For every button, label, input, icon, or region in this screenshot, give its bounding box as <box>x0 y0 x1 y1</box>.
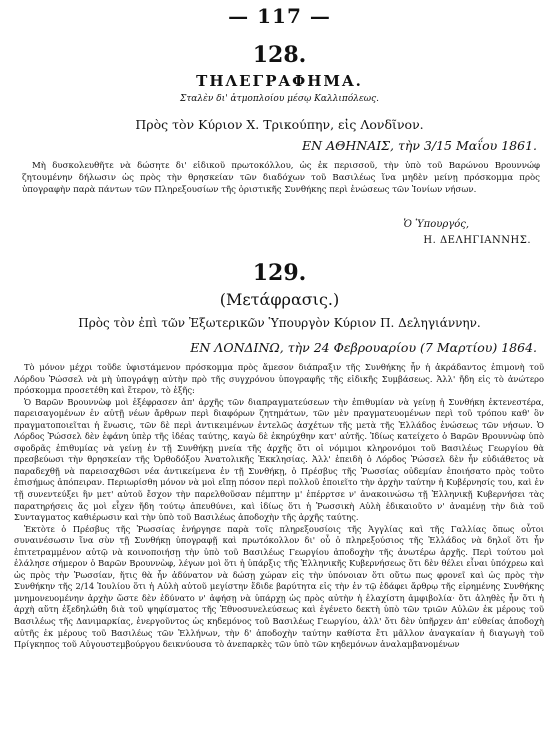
signature-title: Ὁ Ὑπουργός, <box>403 219 469 230</box>
body-paragraph: Τὸ μόνον μέχρι τοῦδε ὑφιστάμενον πρόσκομμα πρὸς ἄμεσον διάπραξιν τῆς Συνθήκης ἦν ἡ ἀκράδαντος ἐπιμονὴ τοῦ Λόρδου Ῥώσσελ νὰ μὴ ὑπογράψῃ αὐτὴν πρὸ τῆς συγχρόνου ὑπογραφῆς τῆς εἰδικῆς Συμβάσεως. Ἀλλ' ἤδη εἰς τὸ ἀνώτερο πρόσκομμα προσετέθη καὶ ἕτερον, τὸ ἑξῆς: <box>14 362 544 396</box>
date-line: ΕΝ ΑΘΗΝΑΙΣ, τὴν 3/15 Μαΐου 1861. <box>302 138 537 153</box>
document-number: 129. <box>252 260 307 286</box>
document-number: 128. <box>252 42 307 68</box>
document-body <box>14 362 544 651</box>
date-line: ΕΝ ΛΟΝΔΙΝΩ, τὴν 24 Φεβρουαρίου (7 Μαρτίου) 1864. <box>190 340 537 355</box>
page-number: — 117 — <box>228 4 331 28</box>
signature-name: Η. ΔΕΛΗΓΙΑΝΝΗΣ. <box>423 235 531 246</box>
translation-heading: (Μετάφρασις.) <box>219 290 340 309</box>
recipient-line: Πρὸς τὸν Κύριον Χ. Τρικούπην, εἰς Λονδῖνον. <box>135 117 424 132</box>
document-type-heading: ΤΗΛΕΓΡΑΦΗΜΑ. <box>196 72 363 90</box>
body-paragraph: Ὁ Βαρῶν Βρουννὼφ μοὶ ἐξέφρασεν ἀπ' ἀρχῆς τῶν διαπραγματεύσεων τὴν ἐπιθυμίαν νὰ γείνῃ ἡ Συνθήκη ἐκτενεστέρα, παρεισαγομένων ἐν αὐτῇ νέων ἄρθρων περὶ διαφόρων ζητημάτων, τῶν μὲν πραγματευομένων περὶ τοῦ τρόπου καθ' ὃν πραγματοποιεῖται ἡ ἕνωσις, τῶν δὲ περὶ ἀντικειμένων ἐντελῶς ἀσχέτων τῆς μετὰ τῆς Ἑλλάδος ἑνώσεως τῶν νήσων. Ὁ Λόρδος Ῥώσσελ δὲν ἐφάνη ὑπὲρ τῆς ἰδέας ταύτης, καγὼ δὲ ἐκηρύχθην κατ' αὐτῆς. Ἰδίως κατείχετο ὁ Βαρῶν Βρουννὼφ ὑπὸ σφοδρᾶς ἐπιθυμίας νὰ γείνῃ ἐν τῇ Συνθήκῃ μνεία τῆς ἀρχῆς ὅτι οἱ νόμιμοι κληρονόμοι τοῦ Βασιλέως Γεωργίου θὰ πρεσβεύωσι τὴν θρησκείαν τῆς Ὀρθοδόξου Ἀνατολικῆς Ἐκκλησίας. Ἀλλ' ἐπειδὴ ὁ Λόρδος Ῥώσσελ δὲν ἦν εὐδιάθετος νὰ παραδεχθῇ νὰ παρεισαχθῶσι νέα ἀντικείμενα ἐν τῇ Συνθήκῃ, ὁ Πρέσβυς τῆς Ῥωσσίας οὐδεμίαν ἐποιήσατο πρὸς τοῦτο ἐπισήμως ἀπόπειραν. Περιωρίσθη μόνον νὰ μοὶ εἴπῃ πόσον περὶ πολλοῦ ἐποιεῖτο τὴν ἀρχὴν ταύτην ἡ Κυβέρνησίς του, καὶ ἐν τῇ συνεντεύξει ἣν μετ' αὐτοῦ ἔσχον τὴν παρελθοῦσαν πέμπτην μ' ἐπέρρτσε ν' ἀνακοινώσω τῇ Ἑλληνικῇ Κυβερνήσει τὰς παρατηρήσεις ἅς μοὶ εἶχεν ἤδη τούτῳ ἀπευθύνει, καὶ ἰδίως ὅτι ἡ Ῥωσσικὴ Αὐλὴ ἐδικαιοῦτο ν' ἀναμένῃ τὴν διὰ τοῦ Συνταγματος καθιέρωσιν καὶ τὴν ὑπὸ τοῦ Βασιλέως ἀποδοχὴν τῆς ἀρχῆς ταύτης. <box>14 396 544 523</box>
document-subtitle: Σταλὲν δι' ἀτμοπλοίου μέσῳ Καλλιπόλεως. <box>179 94 380 104</box>
document-body: Μὴ δυσκολευθῆτε νὰ δώσητε δι' εἰδικοῦ πρωτοκόλλου, ὡς ἐκ περισσοῦ, τὴν ὑπὸ τοῦ Βαρώνου Βρουννώφ ζητουμένην δήλωσιν ὡς πρὸς τὴν θρησκείαν τῶν διαδόχων τοῦ Βασιλέως ἵνα μηδὲν μείνῃ πρόσκομμα πρὸς ὑπογραφὴν παρὰ πάντων τῶν Πληρεξουσίων τῆς ὁριστικῆς Συνθήκης περὶ ἑνώσεως τῶν Ἰονίων νήσων. <box>22 161 540 195</box>
recipient-line: Πρὸς τὸν ἐπὶ τῶν Ἐξωτερικῶν Ὑπουργὸν Κύριον Π. Δεληγιάννην. <box>78 316 481 330</box>
body-paragraph: Ἐκτὸτε ὁ Πρέσβυς τῆς Ῥωσσίας ἐνήργησε παρὰ τοῖς πληρεξουσίοις τῆς Ἀγγλίας καὶ τῆς Γαλλίας ὅπως οὗτοι συναινέσωσιν ἵνα σὺν τῇ Συνθήκῃ ὑπογραφῇ καὶ πρωτόκολλον δι' οὗ ὁ πληρεξούσιος τῆς Ἑλλάδος νὰ δηλοῖ ὅτι ἦν ἐπιτετραμμένον αὐτῷ νὰ κοινοποιήσῃ τὴν ὑπὸ τοῦ Βασιλέως Γεωργίου ἀποδοχὴν τῆς ἀνωτέρω ἀρχῆς. Περὶ τούτου μοὶ ἐλάλησε σήμερον ὁ Βαρῶν Βρουννὼφ, λέγων μοὶ ὅτι ἡ ὑπάρξις τῆς Ἑλληνικῆς Κυβερνήσεως ὅτι δὲν θέλει εἶναι ὑπόχρεω καὶ ὡς πρὸς τὴν Ῥωσσίαν, ἥτις θὰ ἦν ἀδύνατον νὰ δώσῃ χώραν εἰς τὴν ὑπόνοιαν ὅτι οὕτω πως φρονεῖ καὶ ὡς πρὸς τὴν Συνθήκην τῆς 2/14 Ἰουλίου ὅτι ἡ Αὐλὴ αὐτοῦ μεγίστην ἔδιδε βαρύτητα εἰς τὴν ἐν τῷ ἐδάφει ἄρθρῳ τῆς εἰρημένης Συνθήκης μνημονευομένην ἀρχὴν ὥστε δὲν ἐδύνατο ν' ἀφήσῃ νὰ ὑπάρχῃ ὡς πρὸς αὐτὴν ἡ ἐλαχίστη ἀμφιβολία· ὅτι ἀληθὲς ἦν ὅτι ἡ ἀρχὴ αὕτη ἐξεδηλώθη διὰ τοῦ ψηφίσματος τῆς Ἐθνοσυνελεύσεως καὶ ἐγένετο δεκτὴ ὑπὸ τῶν τριῶν Αὐλῶν ἐκ μέρους τοῦ Βασιλέως τῆς Δανιμαρκίας, ἐνεργοῦντος ὡς κηδεμόνος τοῦ Βασιλέως Γεωργίου, ἀλλ' ὅτι δὲν ὑπῆρχεν ἀπ' εὐθείας ἀποδοχὴ αὐτῆς ἐκ μέρους τοῦ Βασιλέως τῶν Ἑλλήνων, τὴν δ' ἀποδοχὴν ταύτην καθίστα ἔτι μᾶλλον ἀναγκαίαν ἡ διαγωγὴ τοῦ Πρίγκηπος τοῦ Αὐγουστεμβούργου δεικνύουσα τὸ ἀνεπαρκὲς τῶν ὑπὸ τῶν κηδεμόνων ἀναλαμβανομένων <box>14 523 544 650</box>
